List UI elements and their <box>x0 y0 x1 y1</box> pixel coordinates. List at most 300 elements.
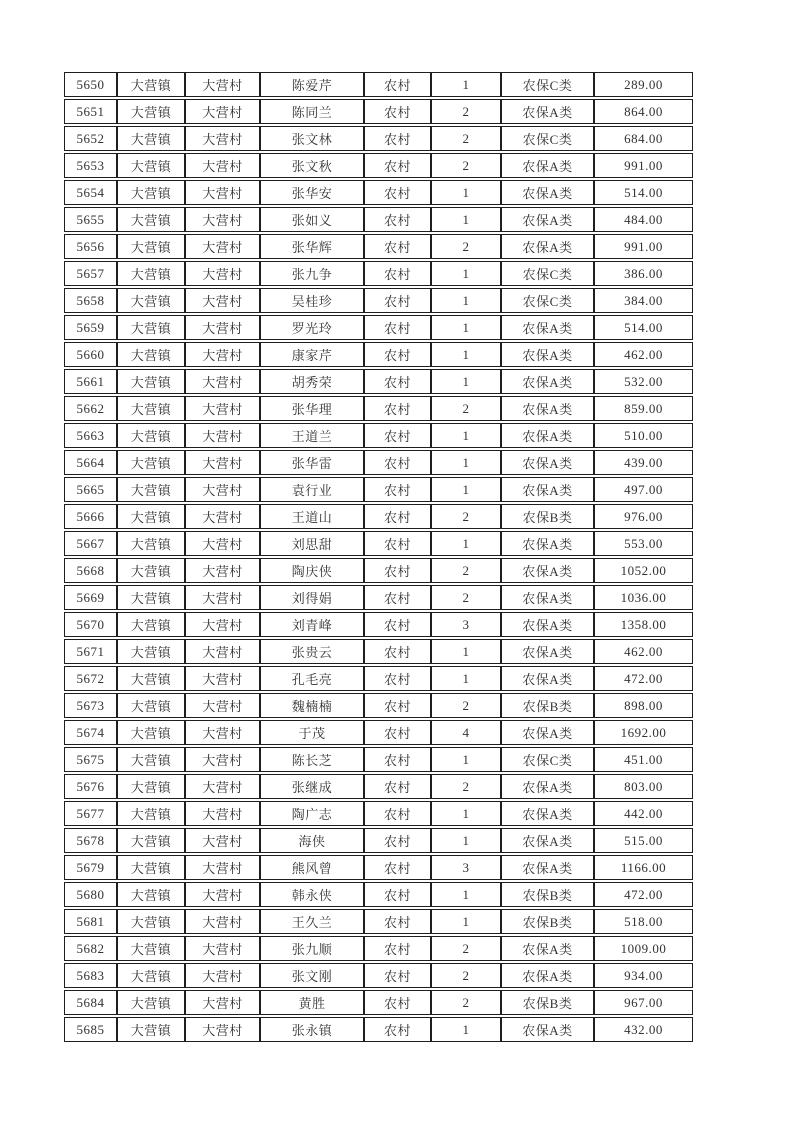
type-cell: 农村 <box>364 612 431 637</box>
town-cell: 大营镇 <box>117 315 185 340</box>
village-cell: 大营村 <box>185 720 260 745</box>
serial-cell: 5682 <box>64 936 117 961</box>
table-row <box>64 585 693 610</box>
village-cell: 大营村 <box>185 153 260 178</box>
category-cell: 农保A类 <box>501 342 594 367</box>
serial-cell: 5666 <box>64 504 117 529</box>
name-cell: 张华辉 <box>260 234 364 259</box>
category-cell: 农保C类 <box>501 261 594 286</box>
category-cell: 农保A类 <box>501 720 594 745</box>
village-cell: 大营村 <box>185 882 260 907</box>
count-cell: 1 <box>431 666 501 691</box>
serial-cell: 5651 <box>64 99 117 124</box>
type-cell: 农村 <box>364 774 431 799</box>
name-cell: 张文林 <box>260 126 364 151</box>
type-cell: 农村 <box>364 72 431 97</box>
village-cell: 大营村 <box>185 504 260 529</box>
type-cell: 农村 <box>364 666 431 691</box>
table-row <box>64 477 693 502</box>
type-cell: 农村 <box>364 342 431 367</box>
serial-cell: 5668 <box>64 558 117 583</box>
name-cell: 刘青峰 <box>260 612 364 637</box>
table-row <box>64 423 693 448</box>
amount-cell: 439.00 <box>594 450 693 475</box>
name-cell: 张文刚 <box>260 963 364 988</box>
name-cell: 胡秀荣 <box>260 369 364 394</box>
type-cell: 农村 <box>364 288 431 313</box>
category-cell: 农保C类 <box>501 126 594 151</box>
count-cell: 1 <box>431 477 501 502</box>
town-cell: 大营镇 <box>117 639 185 664</box>
category-cell: 农保C类 <box>501 288 594 313</box>
category-cell: 农保B类 <box>501 504 594 529</box>
town-cell: 大营镇 <box>117 126 185 151</box>
serial-cell: 5683 <box>64 963 117 988</box>
category-cell: 农保A类 <box>501 450 594 475</box>
count-cell: 1 <box>431 72 501 97</box>
amount-cell: 514.00 <box>594 180 693 205</box>
town-cell: 大营镇 <box>117 396 185 421</box>
village-cell: 大营村 <box>185 315 260 340</box>
town-cell: 大营镇 <box>117 855 185 880</box>
category-cell: 农保A类 <box>501 207 594 232</box>
table-row <box>64 774 693 799</box>
count-cell: 2 <box>431 585 501 610</box>
count-cell: 1 <box>431 180 501 205</box>
town-cell: 大营镇 <box>117 261 185 286</box>
amount-cell: 967.00 <box>594 990 693 1015</box>
town-cell: 大营镇 <box>117 369 185 394</box>
serial-cell: 5650 <box>64 72 117 97</box>
category-cell: 农保A类 <box>501 666 594 691</box>
serial-cell: 5677 <box>64 801 117 826</box>
name-cell: 于茂 <box>260 720 364 745</box>
table-row <box>64 207 693 232</box>
name-cell: 吴桂珍 <box>260 288 364 313</box>
name-cell: 陶广志 <box>260 801 364 826</box>
type-cell: 农村 <box>364 828 431 853</box>
type-cell: 农村 <box>364 450 431 475</box>
amount-cell: 289.00 <box>594 72 693 97</box>
name-cell: 王久兰 <box>260 909 364 934</box>
amount-cell: 472.00 <box>594 882 693 907</box>
type-cell: 农村 <box>364 801 431 826</box>
name-cell: 张贵云 <box>260 639 364 664</box>
serial-cell: 5653 <box>64 153 117 178</box>
village-cell: 大营村 <box>185 747 260 772</box>
village-cell: 大营村 <box>185 693 260 718</box>
amount-cell: 864.00 <box>594 99 693 124</box>
type-cell: 农村 <box>364 531 431 556</box>
village-cell: 大营村 <box>185 612 260 637</box>
town-cell: 大营镇 <box>117 180 185 205</box>
type-cell: 农村 <box>364 855 431 880</box>
type-cell: 农村 <box>364 639 431 664</box>
count-cell: 1 <box>431 288 501 313</box>
table-row <box>64 828 693 853</box>
category-cell: 农保B类 <box>501 693 594 718</box>
count-cell: 3 <box>431 855 501 880</box>
category-cell: 农保A类 <box>501 180 594 205</box>
table-row <box>64 531 693 556</box>
name-cell: 王道兰 <box>260 423 364 448</box>
count-cell: 4 <box>431 720 501 745</box>
amount-cell: 976.00 <box>594 504 693 529</box>
serial-cell: 5662 <box>64 396 117 421</box>
category-cell: 农保C类 <box>501 72 594 97</box>
town-cell: 大营镇 <box>117 423 185 448</box>
benefits-table <box>64 70 693 1044</box>
town-cell: 大营镇 <box>117 504 185 529</box>
count-cell: 2 <box>431 153 501 178</box>
category-cell: 农保A类 <box>501 639 594 664</box>
serial-cell: 5658 <box>64 288 117 313</box>
town-cell: 大营镇 <box>117 342 185 367</box>
serial-cell: 5669 <box>64 585 117 610</box>
count-cell: 1 <box>431 369 501 394</box>
amount-cell: 1692.00 <box>594 720 693 745</box>
table-row <box>64 261 693 286</box>
count-cell: 2 <box>431 558 501 583</box>
type-cell: 农村 <box>364 423 431 448</box>
count-cell: 1 <box>431 423 501 448</box>
name-cell: 陈爱芹 <box>260 72 364 97</box>
amount-cell: 898.00 <box>594 693 693 718</box>
name-cell: 王道山 <box>260 504 364 529</box>
village-cell: 大营村 <box>185 585 260 610</box>
amount-cell: 803.00 <box>594 774 693 799</box>
amount-cell: 514.00 <box>594 315 693 340</box>
town-cell: 大营镇 <box>117 801 185 826</box>
count-cell: 1 <box>431 450 501 475</box>
village-cell: 大营村 <box>185 234 260 259</box>
serial-cell: 5678 <box>64 828 117 853</box>
town-cell: 大营镇 <box>117 288 185 313</box>
type-cell: 农村 <box>364 963 431 988</box>
village-cell: 大营村 <box>185 855 260 880</box>
village-cell: 大营村 <box>185 774 260 799</box>
type-cell: 农村 <box>364 936 431 961</box>
serial-cell: 5684 <box>64 990 117 1015</box>
table-row <box>64 504 693 529</box>
name-cell: 张九争 <box>260 261 364 286</box>
amount-cell: 553.00 <box>594 531 693 556</box>
serial-cell: 5672 <box>64 666 117 691</box>
category-cell: 农保A类 <box>501 612 594 637</box>
name-cell: 罗光玲 <box>260 315 364 340</box>
name-cell: 刘得娟 <box>260 585 364 610</box>
town-cell: 大营镇 <box>117 720 185 745</box>
type-cell: 农村 <box>364 234 431 259</box>
type-cell: 农村 <box>364 315 431 340</box>
category-cell: 农保A类 <box>501 855 594 880</box>
count-cell: 1 <box>431 828 501 853</box>
amount-cell: 684.00 <box>594 126 693 151</box>
type-cell: 农村 <box>364 990 431 1015</box>
name-cell: 陶庆侠 <box>260 558 364 583</box>
village-cell: 大营村 <box>185 99 260 124</box>
category-cell: 农保A类 <box>501 558 594 583</box>
amount-cell: 1166.00 <box>594 855 693 880</box>
town-cell: 大营镇 <box>117 531 185 556</box>
table-row <box>64 450 693 475</box>
type-cell: 农村 <box>364 207 431 232</box>
category-cell: 农保A类 <box>501 774 594 799</box>
village-cell: 大营村 <box>185 396 260 421</box>
type-cell: 农村 <box>364 126 431 151</box>
serial-cell: 5676 <box>64 774 117 799</box>
serial-cell: 5663 <box>64 423 117 448</box>
serial-cell: 5685 <box>64 1017 117 1042</box>
amount-cell: 442.00 <box>594 801 693 826</box>
table-row <box>64 153 693 178</box>
village-cell: 大营村 <box>185 531 260 556</box>
serial-cell: 5673 <box>64 693 117 718</box>
serial-cell: 5680 <box>64 882 117 907</box>
type-cell: 农村 <box>364 504 431 529</box>
count-cell: 1 <box>431 1017 501 1042</box>
village-cell: 大营村 <box>185 909 260 934</box>
table-row <box>64 180 693 205</box>
name-cell: 张如义 <box>260 207 364 232</box>
type-cell: 农村 <box>364 558 431 583</box>
amount-cell: 1009.00 <box>594 936 693 961</box>
town-cell: 大营镇 <box>117 477 185 502</box>
count-cell: 1 <box>431 909 501 934</box>
village-cell: 大营村 <box>185 990 260 1015</box>
category-cell: 农保C类 <box>501 747 594 772</box>
town-cell: 大营镇 <box>117 72 185 97</box>
category-cell: 农保A类 <box>501 315 594 340</box>
table-row <box>64 342 693 367</box>
table-row <box>64 1017 693 1042</box>
category-cell: 农保B类 <box>501 882 594 907</box>
category-cell: 农保A类 <box>501 369 594 394</box>
town-cell: 大营镇 <box>117 234 185 259</box>
table-row <box>64 72 693 97</box>
serial-cell: 5654 <box>64 180 117 205</box>
town-cell: 大营镇 <box>117 666 185 691</box>
serial-cell: 5664 <box>64 450 117 475</box>
count-cell: 2 <box>431 99 501 124</box>
serial-cell: 5656 <box>64 234 117 259</box>
type-cell: 农村 <box>364 585 431 610</box>
village-cell: 大营村 <box>185 261 260 286</box>
village-cell: 大营村 <box>185 369 260 394</box>
amount-cell: 484.00 <box>594 207 693 232</box>
town-cell: 大营镇 <box>117 693 185 718</box>
name-cell: 陈同兰 <box>260 99 364 124</box>
type-cell: 农村 <box>364 909 431 934</box>
amount-cell: 462.00 <box>594 342 693 367</box>
name-cell: 刘思甜 <box>260 531 364 556</box>
count-cell: 2 <box>431 504 501 529</box>
table-row <box>64 558 693 583</box>
table-row <box>64 666 693 691</box>
name-cell: 孔毛亮 <box>260 666 364 691</box>
table-row <box>64 126 693 151</box>
count-cell: 1 <box>431 747 501 772</box>
category-cell: 农保A类 <box>501 828 594 853</box>
town-cell: 大营镇 <box>117 747 185 772</box>
amount-cell: 462.00 <box>594 639 693 664</box>
count-cell: 2 <box>431 234 501 259</box>
table-row <box>64 909 693 934</box>
count-cell: 1 <box>431 639 501 664</box>
amount-cell: 1052.00 <box>594 558 693 583</box>
serial-cell: 5675 <box>64 747 117 772</box>
village-cell: 大营村 <box>185 1017 260 1042</box>
table-row <box>64 612 693 637</box>
name-cell: 张文秋 <box>260 153 364 178</box>
category-cell: 农保A类 <box>501 423 594 448</box>
category-cell: 农保A类 <box>501 963 594 988</box>
village-cell: 大营村 <box>185 666 260 691</box>
amount-cell: 532.00 <box>594 369 693 394</box>
amount-cell: 1036.00 <box>594 585 693 610</box>
category-cell: 农保A类 <box>501 936 594 961</box>
amount-cell: 934.00 <box>594 963 693 988</box>
serial-cell: 5659 <box>64 315 117 340</box>
table-row <box>64 963 693 988</box>
serial-cell: 5661 <box>64 369 117 394</box>
category-cell: 农保A类 <box>501 153 594 178</box>
town-cell: 大营镇 <box>117 963 185 988</box>
serial-cell: 5665 <box>64 477 117 502</box>
count-cell: 1 <box>431 207 501 232</box>
town-cell: 大营镇 <box>117 450 185 475</box>
count-cell: 2 <box>431 126 501 151</box>
town-cell: 大营镇 <box>117 585 185 610</box>
amount-cell: 451.00 <box>594 747 693 772</box>
category-cell: 农保B类 <box>501 990 594 1015</box>
name-cell: 魏楠楠 <box>260 693 364 718</box>
table-row <box>64 936 693 961</box>
serial-cell: 5652 <box>64 126 117 151</box>
type-cell: 农村 <box>364 477 431 502</box>
name-cell: 张华理 <box>260 396 364 421</box>
serial-cell: 5671 <box>64 639 117 664</box>
amount-cell: 515.00 <box>594 828 693 853</box>
table-row <box>64 855 693 880</box>
count-cell: 2 <box>431 396 501 421</box>
type-cell: 农村 <box>364 99 431 124</box>
name-cell: 袁行业 <box>260 477 364 502</box>
type-cell: 农村 <box>364 153 431 178</box>
amount-cell: 1358.00 <box>594 612 693 637</box>
category-cell: 农保A类 <box>501 1017 594 1042</box>
village-cell: 大营村 <box>185 126 260 151</box>
amount-cell: 384.00 <box>594 288 693 313</box>
category-cell: 农保A类 <box>501 99 594 124</box>
amount-cell: 859.00 <box>594 396 693 421</box>
village-cell: 大营村 <box>185 342 260 367</box>
count-cell: 2 <box>431 693 501 718</box>
town-cell: 大营镇 <box>117 882 185 907</box>
table-row <box>64 990 693 1015</box>
table-row <box>64 288 693 313</box>
village-cell: 大营村 <box>185 828 260 853</box>
serial-cell: 5679 <box>64 855 117 880</box>
village-cell: 大营村 <box>185 72 260 97</box>
serial-cell: 5660 <box>64 342 117 367</box>
count-cell: 1 <box>431 801 501 826</box>
amount-cell: 991.00 <box>594 234 693 259</box>
name-cell: 张永镇 <box>260 1017 364 1042</box>
name-cell: 海侠 <box>260 828 364 853</box>
category-cell: 农保A类 <box>501 234 594 259</box>
village-cell: 大营村 <box>185 639 260 664</box>
town-cell: 大营镇 <box>117 558 185 583</box>
amount-cell: 497.00 <box>594 477 693 502</box>
count-cell: 1 <box>431 342 501 367</box>
amount-cell: 432.00 <box>594 1017 693 1042</box>
category-cell: 农保B类 <box>501 909 594 934</box>
village-cell: 大营村 <box>185 936 260 961</box>
table-row <box>64 639 693 664</box>
town-cell: 大营镇 <box>117 99 185 124</box>
serial-cell: 5657 <box>64 261 117 286</box>
serial-cell: 5655 <box>64 207 117 232</box>
type-cell: 农村 <box>364 180 431 205</box>
count-cell: 1 <box>431 315 501 340</box>
type-cell: 农村 <box>364 747 431 772</box>
village-cell: 大营村 <box>185 450 260 475</box>
type-cell: 农村 <box>364 720 431 745</box>
serial-cell: 5670 <box>64 612 117 637</box>
serial-cell: 5667 <box>64 531 117 556</box>
category-cell: 农保A类 <box>501 585 594 610</box>
type-cell: 农村 <box>364 261 431 286</box>
name-cell: 陈长芝 <box>260 747 364 772</box>
town-cell: 大营镇 <box>117 828 185 853</box>
table-row <box>64 801 693 826</box>
count-cell: 3 <box>431 612 501 637</box>
category-cell: 农保A类 <box>501 531 594 556</box>
serial-cell: 5681 <box>64 909 117 934</box>
village-cell: 大营村 <box>185 558 260 583</box>
count-cell: 2 <box>431 936 501 961</box>
count-cell: 1 <box>431 882 501 907</box>
type-cell: 农村 <box>364 396 431 421</box>
table-row <box>64 369 693 394</box>
village-cell: 大营村 <box>185 288 260 313</box>
serial-cell: 5674 <box>64 720 117 745</box>
town-cell: 大营镇 <box>117 612 185 637</box>
amount-cell: 386.00 <box>594 261 693 286</box>
name-cell: 张华雷 <box>260 450 364 475</box>
amount-cell: 510.00 <box>594 423 693 448</box>
name-cell: 韩永侠 <box>260 882 364 907</box>
table-row <box>64 396 693 421</box>
name-cell: 熊风曾 <box>260 855 364 880</box>
town-cell: 大营镇 <box>117 990 185 1015</box>
category-cell: 农保A类 <box>501 477 594 502</box>
count-cell: 1 <box>431 531 501 556</box>
name-cell: 张继成 <box>260 774 364 799</box>
town-cell: 大营镇 <box>117 774 185 799</box>
table-row <box>64 234 693 259</box>
name-cell: 张九顺 <box>260 936 364 961</box>
category-cell: 农保A类 <box>501 396 594 421</box>
amount-cell: 991.00 <box>594 153 693 178</box>
type-cell: 农村 <box>364 693 431 718</box>
count-cell: 2 <box>431 774 501 799</box>
table-row <box>64 315 693 340</box>
village-cell: 大营村 <box>185 477 260 502</box>
table-row <box>64 99 693 124</box>
category-cell: 农保A类 <box>501 801 594 826</box>
